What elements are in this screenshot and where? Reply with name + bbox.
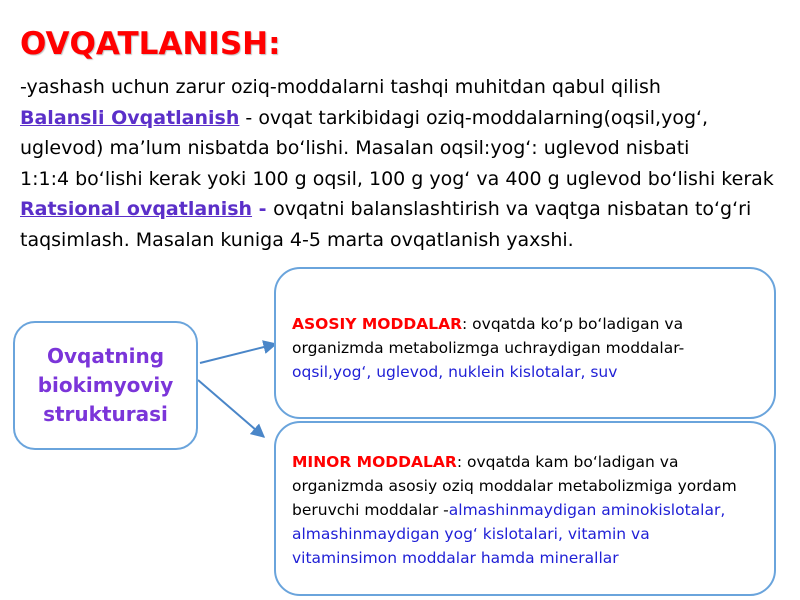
definition-line: -yashash uchun zarur oziq-moddalarni tashqi muhitdan qabul qilish [20, 76, 661, 98]
arrow-to-major [200, 344, 276, 363]
minor-examples-line2: almashinmaydigan yog‘ kislotalari, vitamin va [292, 525, 650, 543]
arrow-to-minor [198, 380, 264, 437]
minor-examples-line3: vitaminsimon moddalar hamda minerallar [292, 549, 619, 567]
minor-examples-line1: almashinmaydigan aminokislotalar, [448, 501, 726, 519]
left-box-line2: biokimyoviy [37, 373, 174, 397]
rational-separator: - [252, 198, 274, 220]
minor-nutrients-text [292, 450, 762, 570]
major-text-line2: organizmda metabolizmga uchraydigan moddalar- [292, 339, 685, 357]
major-nutrients-text [292, 312, 762, 384]
balanced-text-line3: 1:1:4 bo‘lishi kerak yoki 100 g oqsil, 100 g yog‘ va 400 g uglevod bo‘lishi kerak [20, 167, 774, 190]
minor-text-line1: : ovqatda kam bo‘ladigan va [456, 453, 679, 471]
major-examples: oqsil,yog‘, uglevod, nuklein kislotalar, suv [292, 363, 618, 381]
minor-text-line2: organizmda asosiy oziq moddalar metabolizmiga yordam [292, 477, 737, 495]
balanced-nutrition-paragraph [20, 103, 795, 195]
minor-text-line3: beruvchi moddalar - [292, 501, 449, 519]
balanced-separator: - [239, 106, 259, 129]
major-text-line1: : ovqatda ko‘p bo‘ladigan va [462, 315, 684, 333]
minor-nutrients-label: MINOR MODDALAR [292, 453, 457, 471]
balanced-text-line2: uglevod) ma’lum nisbatda bo‘lishi. Masalan oqsil:yog‘: uglevod nisbati [20, 137, 690, 159]
rational-nutrition-term: Ratsional ovqatlanish [20, 198, 253, 220]
left-box-line3: strukturasi [43, 402, 168, 426]
major-nutrients-box [274, 267, 776, 419]
balanced-text-line1: ovqat tarkibidagi oziq-moddalarning(oqsil,yog‘, [258, 106, 709, 129]
balanced-nutrition-term: Balansli Ovqatlanish [20, 106, 240, 129]
rational-text-line1: ovqatni balanslashtirish va vaqtga nisbatan to‘g‘ri [273, 198, 752, 220]
page-title: OVQATLANISH: [20, 26, 281, 62]
biochemical-structure-box [13, 321, 198, 450]
left-box-line1: Ovqatning [46, 344, 165, 368]
biochemical-structure-label [38, 342, 174, 429]
rational-nutrition-paragraph [20, 194, 795, 255]
rational-text-line2: taqsimlash. Masalan kuniga 4-5 marta ovqatlanish yaxshi. [20, 228, 574, 251]
minor-nutrients-box [274, 421, 776, 596]
text-body [20, 72, 795, 255]
major-nutrients-label: ASOSIY MODDALAR [292, 315, 463, 333]
